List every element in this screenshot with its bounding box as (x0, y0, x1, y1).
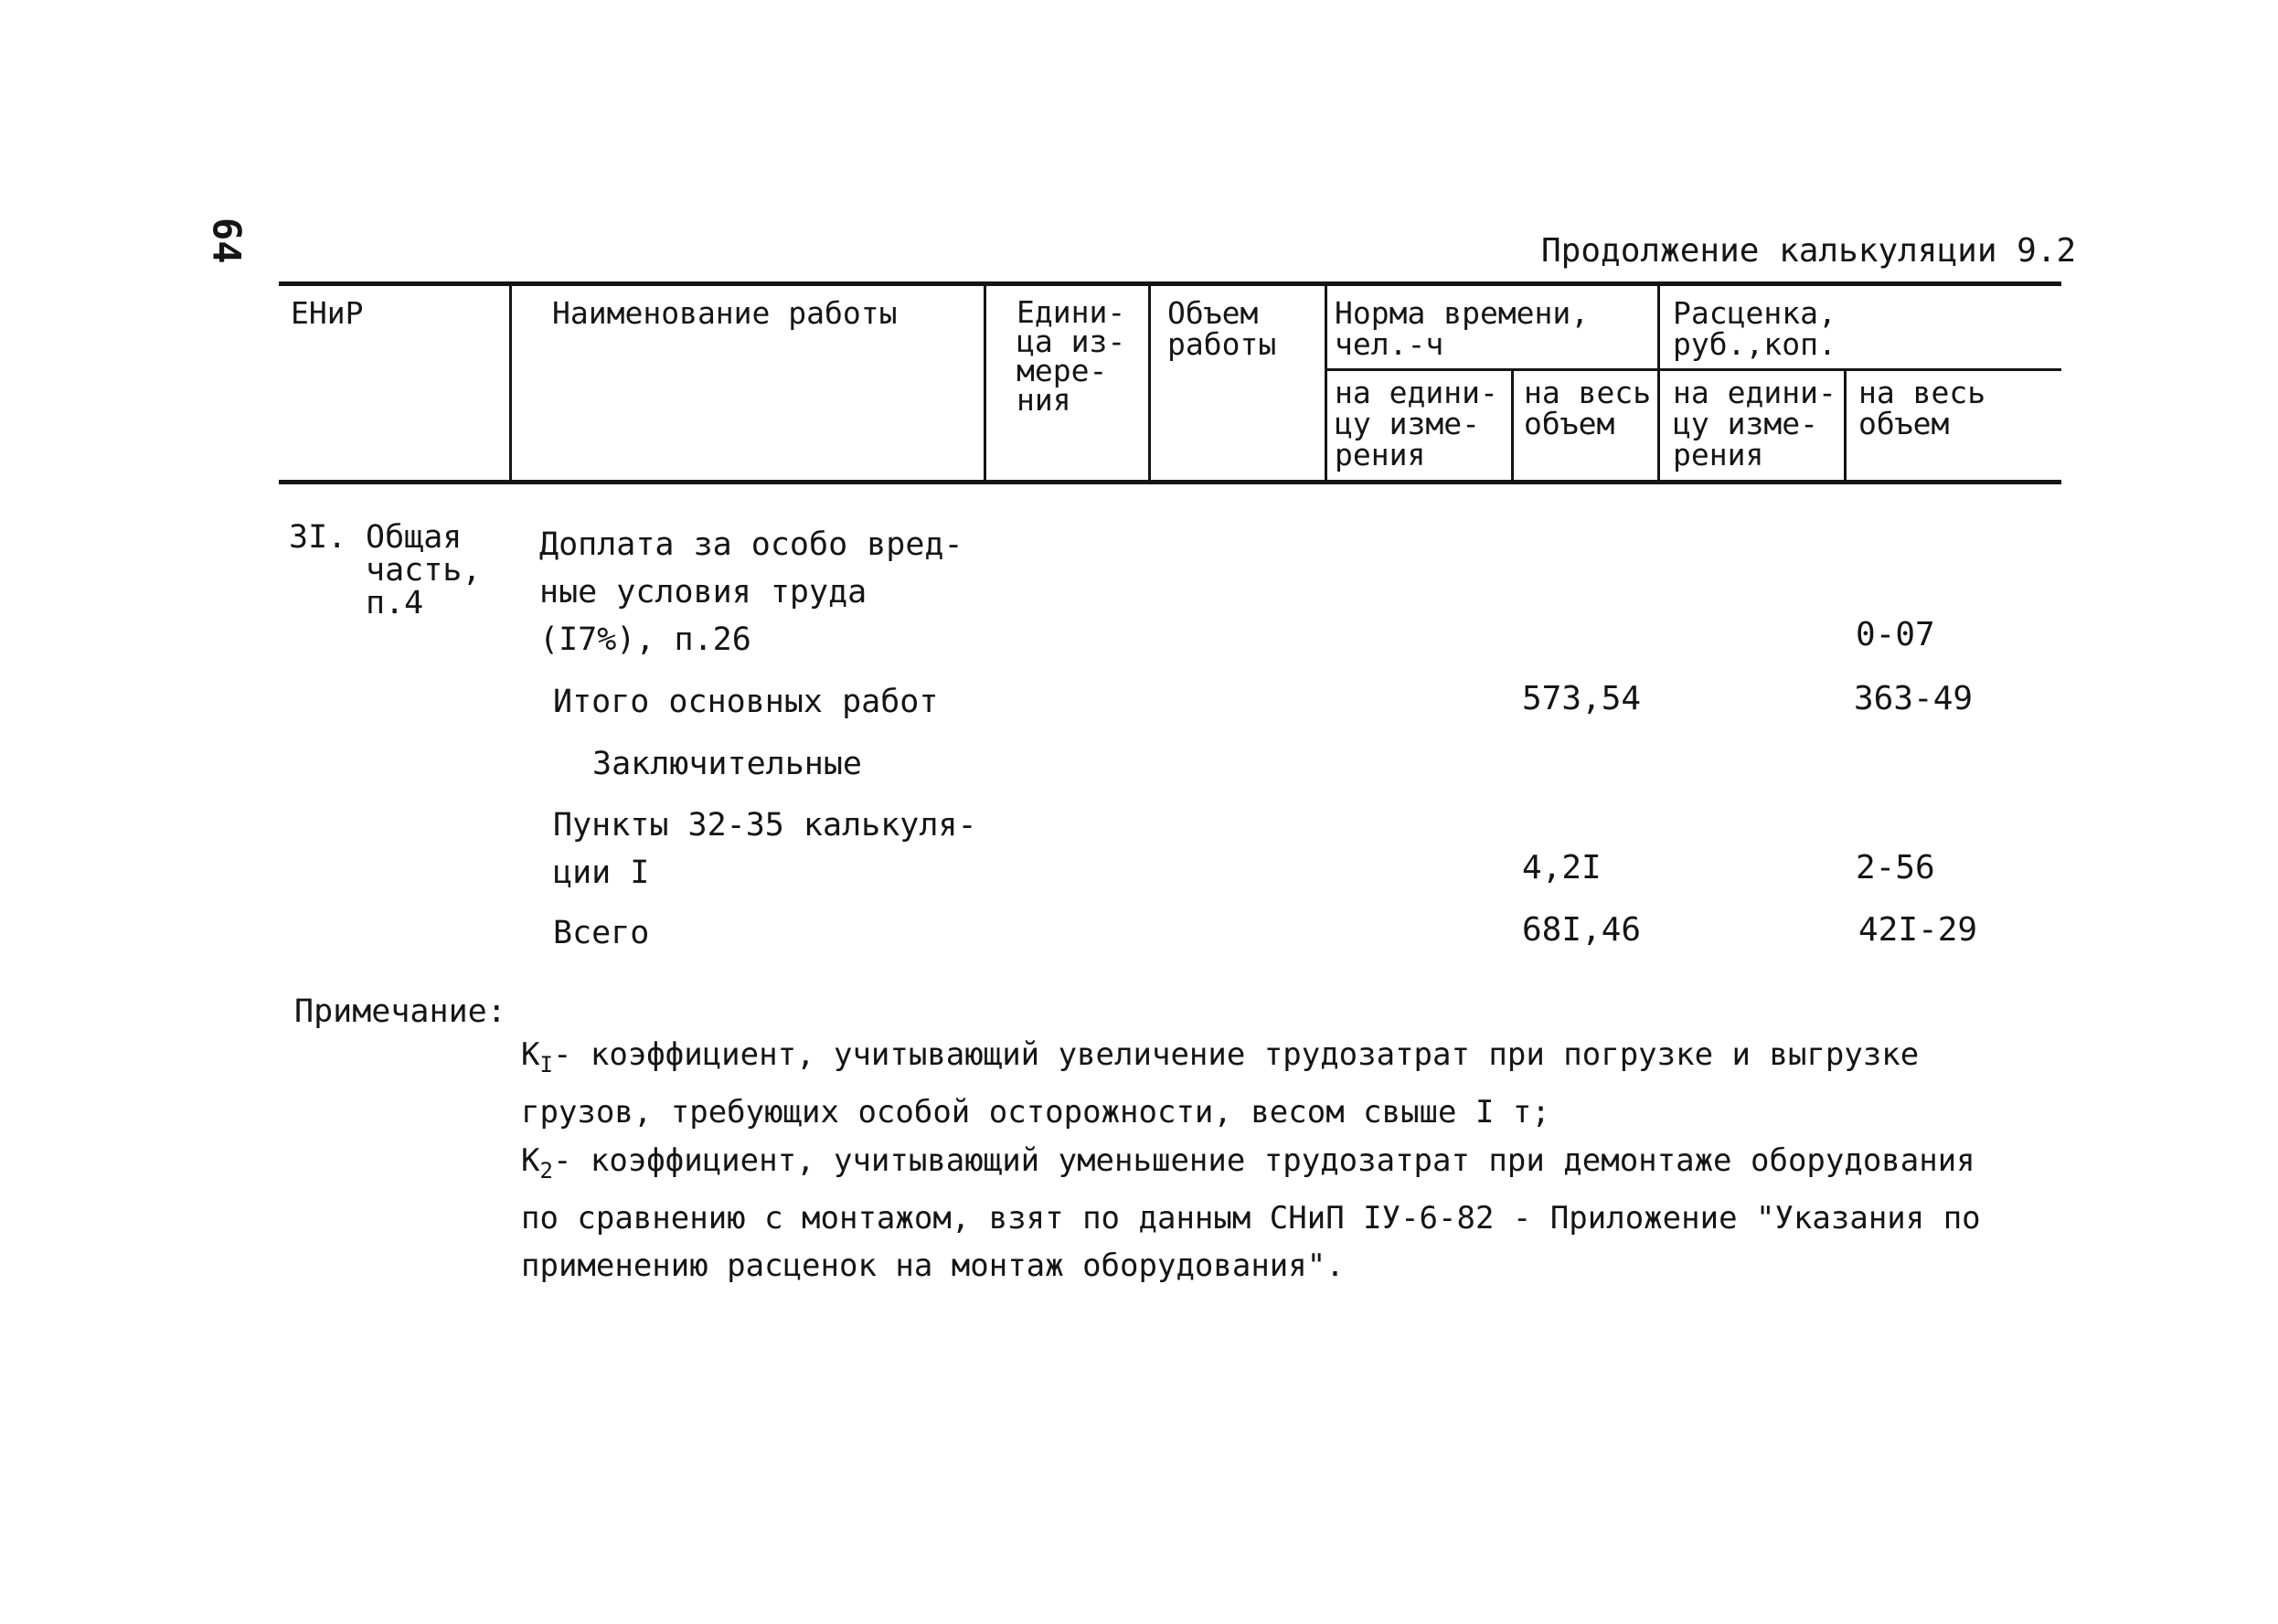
k1-subscript: I (539, 1052, 553, 1077)
header-price: Расценка, руб.,коп. (1673, 295, 1836, 362)
header-sub-rule (1326, 368, 2061, 371)
k1-text: - коэффициент, учитывающий увеличение трудозатрат при погрузке и выгрузке грузов, требующих особой осторожности, весом свыше I т; (521, 1036, 1920, 1130)
row-time-total: 573,54 (1522, 680, 1642, 717)
row-price-total: 0-07 (1856, 616, 1935, 653)
col-divider (984, 283, 986, 482)
row-section-title: Заключительные (592, 746, 863, 782)
page-number: 64 (204, 217, 250, 264)
col-divider (1511, 370, 1514, 482)
header-time-norm: Норма времени, чел.-ч (1335, 295, 1590, 362)
row-price-total: 42I-29 (1858, 911, 1978, 949)
row-time-total: 68I,46 (1522, 911, 1642, 949)
row-work-name: Итого основных работ (553, 684, 939, 720)
continuation-title: Продолжение калькуляции 9.2 (1541, 232, 2077, 270)
header-bottom-rule (279, 480, 2061, 484)
header-volume: Объем работы (1167, 295, 1277, 362)
table-top-rule (279, 281, 2061, 286)
k2-text: - коэффициент, учитывающий уменьшение трудозатрат при демонтаже оборудования по сравнению с монтажом, взят по данным СНиП IУ-6-82 - Приложение "Указания по применению расценок на монтаж оборудования". (521, 1142, 1981, 1284)
col-divider (509, 283, 512, 482)
row-index: 3I. (289, 519, 347, 556)
k1-symbol: K (521, 1036, 540, 1073)
row-work-name: Пункты 32-35 калькуля- ции I (553, 807, 977, 891)
row-enir: Общая часть, п.4 (366, 519, 482, 621)
note-title: Примечание: (294, 993, 506, 1030)
k2-subscript: 2 (539, 1158, 553, 1184)
header-price-per-unit: на едини- цу изме- рения (1673, 375, 1836, 472)
row-work-name: Всего (553, 915, 650, 951)
row-price-total: 363-49 (1854, 680, 1974, 717)
note-k2 (521, 1137, 1981, 1290)
row-price-total: 2-56 (1856, 849, 1935, 886)
k2-symbol: K (521, 1142, 540, 1179)
header-work-name: Наименование работы (552, 295, 898, 331)
row-work-name: Доплата за особо вред- ные условия труда (I7%), п.26 (539, 526, 963, 658)
row-time-total: 4,2I (1522, 849, 1602, 886)
header-price-total: на весь объем (1858, 375, 1986, 441)
header-unit: Едини- ца из- мере- ния (1017, 294, 1126, 418)
col-divider (1148, 283, 1151, 482)
header-enir: ЕНиР (291, 295, 364, 331)
col-divider (1325, 283, 1327, 482)
header-time-total: на весь объем (1524, 375, 1652, 441)
col-divider (1657, 283, 1660, 482)
header-time-per-unit: на едини- цу изме- рения (1335, 375, 1498, 472)
col-divider (1844, 370, 1847, 482)
note-k1 (521, 1031, 1919, 1136)
